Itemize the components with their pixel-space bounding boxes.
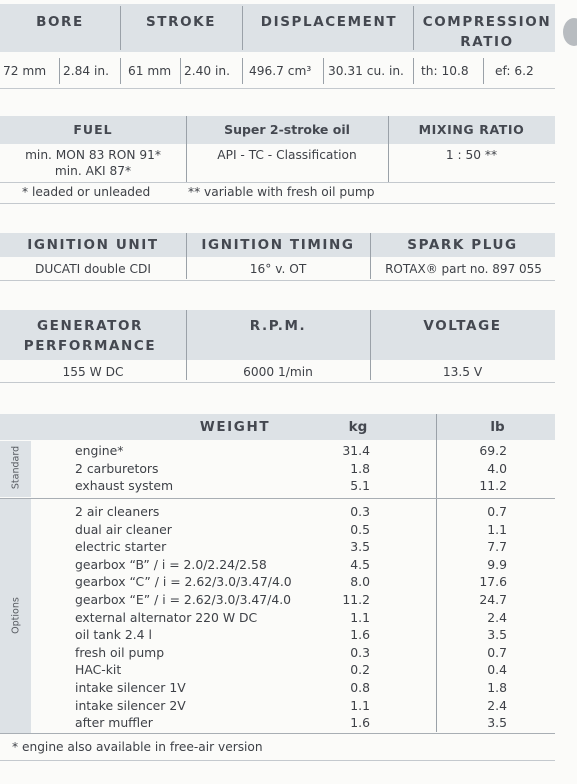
weight-row-kg: 0.3 <box>350 504 370 519</box>
weight-row-kg: 5.1 <box>350 478 370 493</box>
weight-row-kg: 0.8 <box>350 680 370 695</box>
oil-spec: API - TC - Classification <box>217 148 357 162</box>
weight-row-kg: 0.2 <box>350 662 370 678</box>
weight-row-lb: 24.7 <box>479 592 507 607</box>
weight-row-lb: 1.1 <box>487 521 507 537</box>
weight-row-name: dual air cleaner <box>75 521 172 537</box>
fuel-header: FUEL <box>73 122 113 137</box>
fuel-spec-line1: min. MON 83 RON 91* <box>25 148 161 162</box>
compression-ef: ef: 6.2 <box>495 64 534 78</box>
weight-row-name: oil tank 2.4 l <box>75 627 152 643</box>
displacement-cm3: 496.7 cm³ <box>249 64 312 78</box>
weight-row-name: 2 air cleaners <box>75 504 160 519</box>
generator-performance-header: GENERATOR PERFORMANCE <box>23 318 157 354</box>
stroke-in: 2.40 in. <box>184 64 230 78</box>
voltage-value: 13.5 V <box>442 365 483 379</box>
mixing-ratio-header: MIXING RATIO <box>418 122 525 137</box>
page-edge-mark <box>563 18 577 46</box>
weight-row-name: engine* <box>75 443 124 458</box>
compression-ratio-header: COMPRESSION RATIO <box>422 14 552 50</box>
weight-row-name: gearbox “C” / i = 2.62/3.0/3.47/4.0 <box>75 574 292 590</box>
compression-th: th: 10.8 <box>421 64 469 78</box>
weight-row-name: fresh oil pump <box>75 644 165 660</box>
weight-row-lb: 11.2 <box>479 478 507 493</box>
rpm-value: 6000 1/min <box>243 365 313 379</box>
weight-row-lb: 3.5 <box>487 715 507 731</box>
options-label: Options <box>10 597 22 634</box>
mixing-ratio-value: 1 : 50 ** <box>445 148 498 162</box>
weight-row-name: electric starter <box>75 539 167 555</box>
kg-header: kg <box>348 419 368 435</box>
weight-row-kg: 3.5 <box>350 539 370 555</box>
weight-row-lb: 3.5 <box>487 627 507 643</box>
stroke-mm: 61 mm <box>128 64 172 78</box>
weight-row-lb: 0.7 <box>487 644 507 660</box>
weight-row-lb: 4.0 <box>487 460 507 476</box>
weight-row-lb: 9.9 <box>487 556 507 572</box>
rpm-header: R.P.M. <box>249 318 307 334</box>
spark-plug-value: ROTAX® part no. 897 055 <box>385 262 542 276</box>
ignition-timing-header: IGNITION TIMING <box>201 237 355 253</box>
weight-row-name: gearbox “E” / i = 2.62/3.0/3.47/4.0 <box>75 592 292 607</box>
weight-row-kg: 0.5 <box>350 521 370 537</box>
weight-row-lb: 2.4 <box>487 609 507 625</box>
weight-row-lb: 17.6 <box>479 574 507 590</box>
weight-row-kg: 0.3 <box>350 644 370 660</box>
standard-label: Standard <box>10 445 22 490</box>
ignition-unit-value: DUCATI double CDI <box>34 262 152 276</box>
weight-row-name: 2 carburetors <box>75 460 159 476</box>
weight-row-kg: 1.6 <box>350 627 370 643</box>
weight-footnote: * engine also available in free-air version <box>12 740 263 754</box>
ignition-timing-value: 16° v. OT <box>249 262 307 276</box>
weight-header: WEIGHT <box>199 419 271 435</box>
weight-row-lb: 7.7 <box>487 539 507 555</box>
spark-plug-header: SPARK PLUG <box>407 237 518 253</box>
fuel-spec-line2: min. AKI 87* <box>54 164 132 178</box>
displacement-header: DISPLACEMENT <box>260 14 398 30</box>
weight-row-name: intake silencer 2V <box>75 697 186 713</box>
generator-performance-value: 155 W DC <box>62 365 124 379</box>
weight-row-kg: 1.8 <box>350 460 370 476</box>
weight-row-lb: 0.4 <box>487 662 507 678</box>
weight-row-lb: 0.7 <box>487 504 507 519</box>
weight-row-name: intake silencer 1V <box>75 680 186 695</box>
ignition-unit-header: IGNITION UNIT <box>27 237 159 253</box>
weight-row-kg: 1.1 <box>350 697 370 713</box>
bore-header: BORE <box>36 14 84 30</box>
lb-header: lb <box>490 419 505 435</box>
weight-row-name: gearbox “B” / i = 2.0/2.24/2.58 <box>75 556 267 572</box>
weight-row-name: external alternator 220 W DC <box>75 609 258 625</box>
weight-row-lb: 1.8 <box>487 680 507 695</box>
weight-row-name: exhaust system <box>75 478 174 493</box>
weight-row-kg: 4.5 <box>350 556 370 572</box>
weight-row-name: after muffler <box>75 715 153 731</box>
weight-row-name: HAC-kit <box>75 662 122 678</box>
weight-row-kg: 11.2 <box>342 592 370 607</box>
voltage-header: VOLTAGE <box>423 318 502 334</box>
bore-in: 2.84 in. <box>63 64 109 78</box>
fuel-note-oil-pump: ** variable with fresh oil pump <box>188 185 375 199</box>
displacement-cuin: 30.31 cu. in. <box>328 64 404 78</box>
weight-row-lb: 69.2 <box>479 443 507 458</box>
weight-row-kg: 31.4 <box>342 443 370 458</box>
weight-row-kg: 1.1 <box>350 609 370 625</box>
oil-header: Super 2-stroke oil <box>224 122 350 137</box>
weight-row-lb: 2.4 <box>487 697 507 713</box>
bore-mm: 72 mm <box>3 64 47 78</box>
weight-row-kg: 8.0 <box>350 574 370 590</box>
stroke-header: STROKE <box>145 14 217 30</box>
weight-row-kg: 1.6 <box>350 715 370 731</box>
fuel-note-leaded: * leaded or unleaded <box>22 185 151 199</box>
